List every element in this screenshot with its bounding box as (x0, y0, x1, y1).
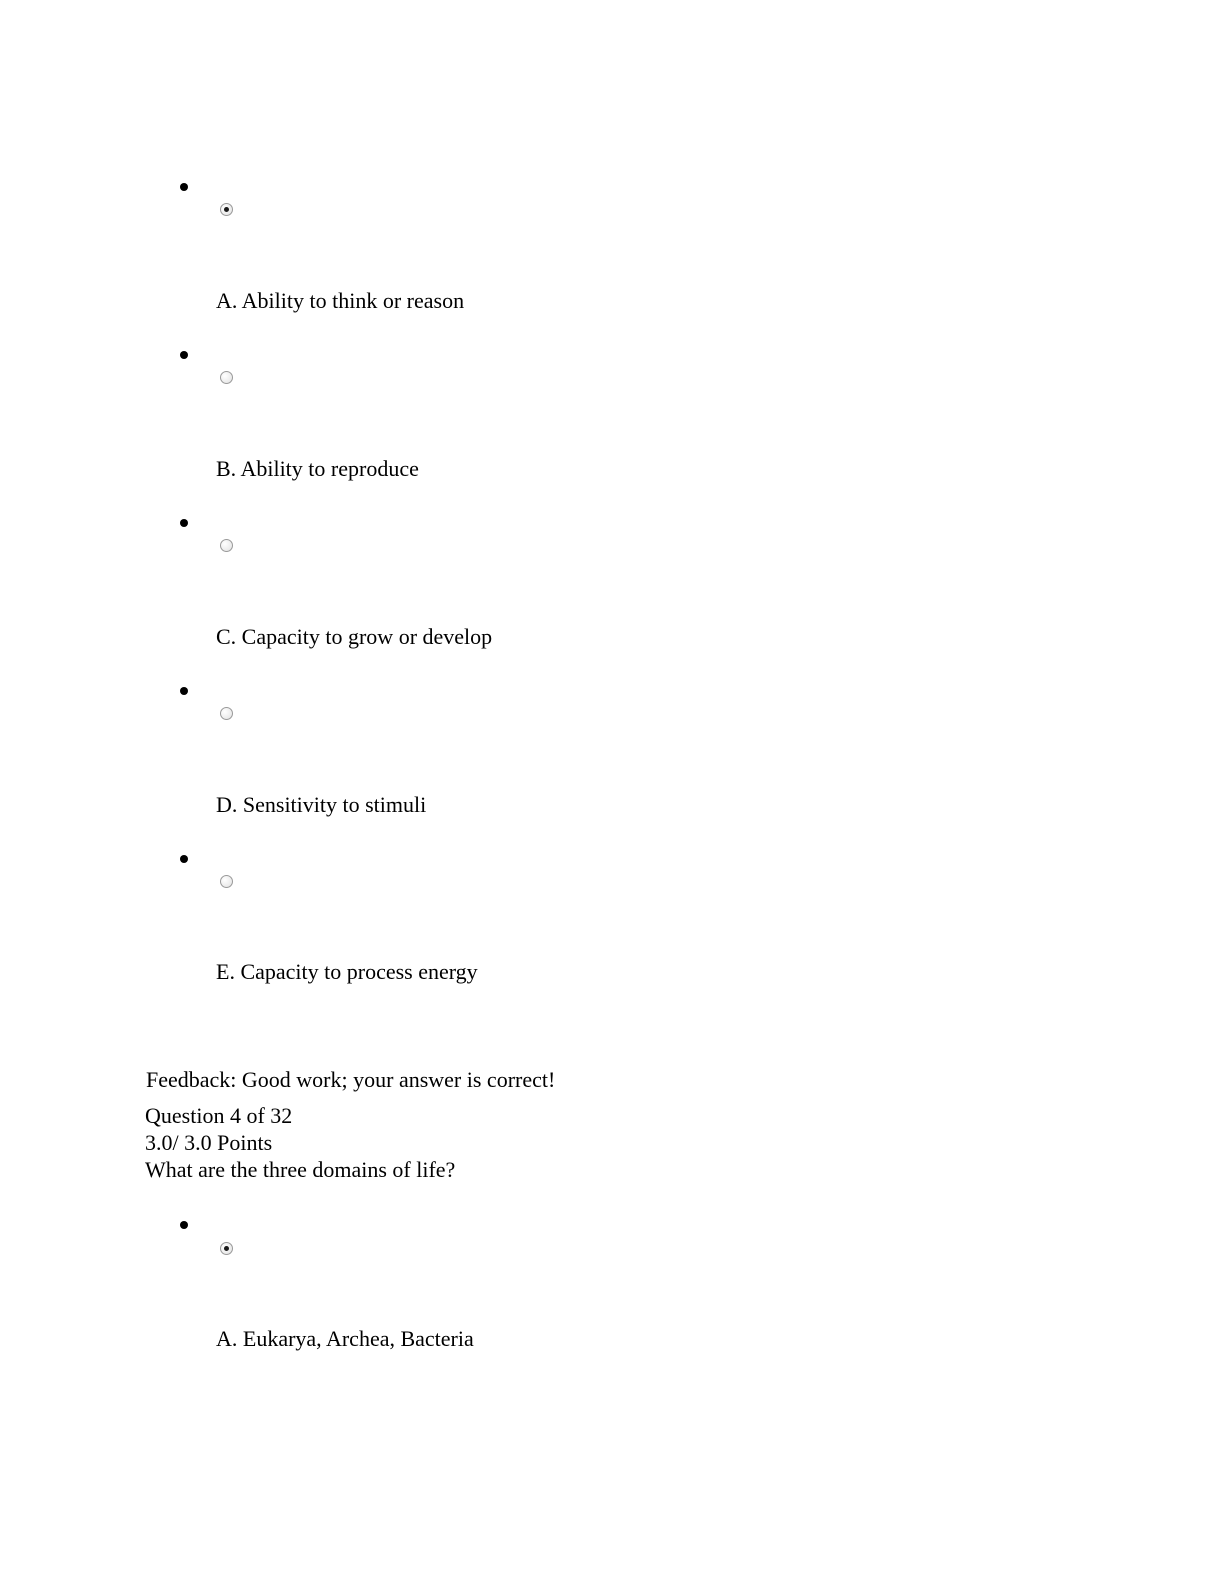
option-c-radio[interactable] (220, 539, 233, 552)
list-bullet (180, 687, 188, 695)
option-d-label: D. Sensitivity to stimuli (216, 792, 427, 817)
option-a-label: A. Eukarya, Archea, Bacteria (216, 1326, 474, 1351)
question-number: Question 4 of 32 (145, 1103, 293, 1128)
feedback-text: Feedback: Good work; your answer is correct! (146, 1067, 556, 1092)
option-b-radio[interactable] (220, 371, 233, 384)
option-e-radio[interactable] (220, 875, 233, 888)
option-d-radio[interactable] (220, 707, 233, 720)
option-e-label: E. Capacity to process energy (216, 959, 478, 984)
list-bullet (180, 855, 188, 863)
option-c-label: C. Capacity to grow or develop (216, 624, 493, 649)
option-a-radio[interactable] (220, 1242, 233, 1255)
question-points: 3.0/ 3.0 Points (145, 1130, 273, 1155)
option-b-label: B. Ability to reproduce (216, 456, 419, 481)
option-a-label: A. Ability to think or reason (216, 288, 465, 313)
list-bullet (180, 1221, 188, 1229)
radio-selected-dot (224, 1246, 229, 1251)
list-bullet (180, 351, 188, 359)
list-bullet (180, 183, 188, 191)
list-bullet (180, 519, 188, 527)
question-prompt: What are the three domains of life? (145, 1157, 456, 1182)
radio-selected-dot (224, 207, 229, 212)
option-a-radio[interactable] (220, 203, 233, 216)
